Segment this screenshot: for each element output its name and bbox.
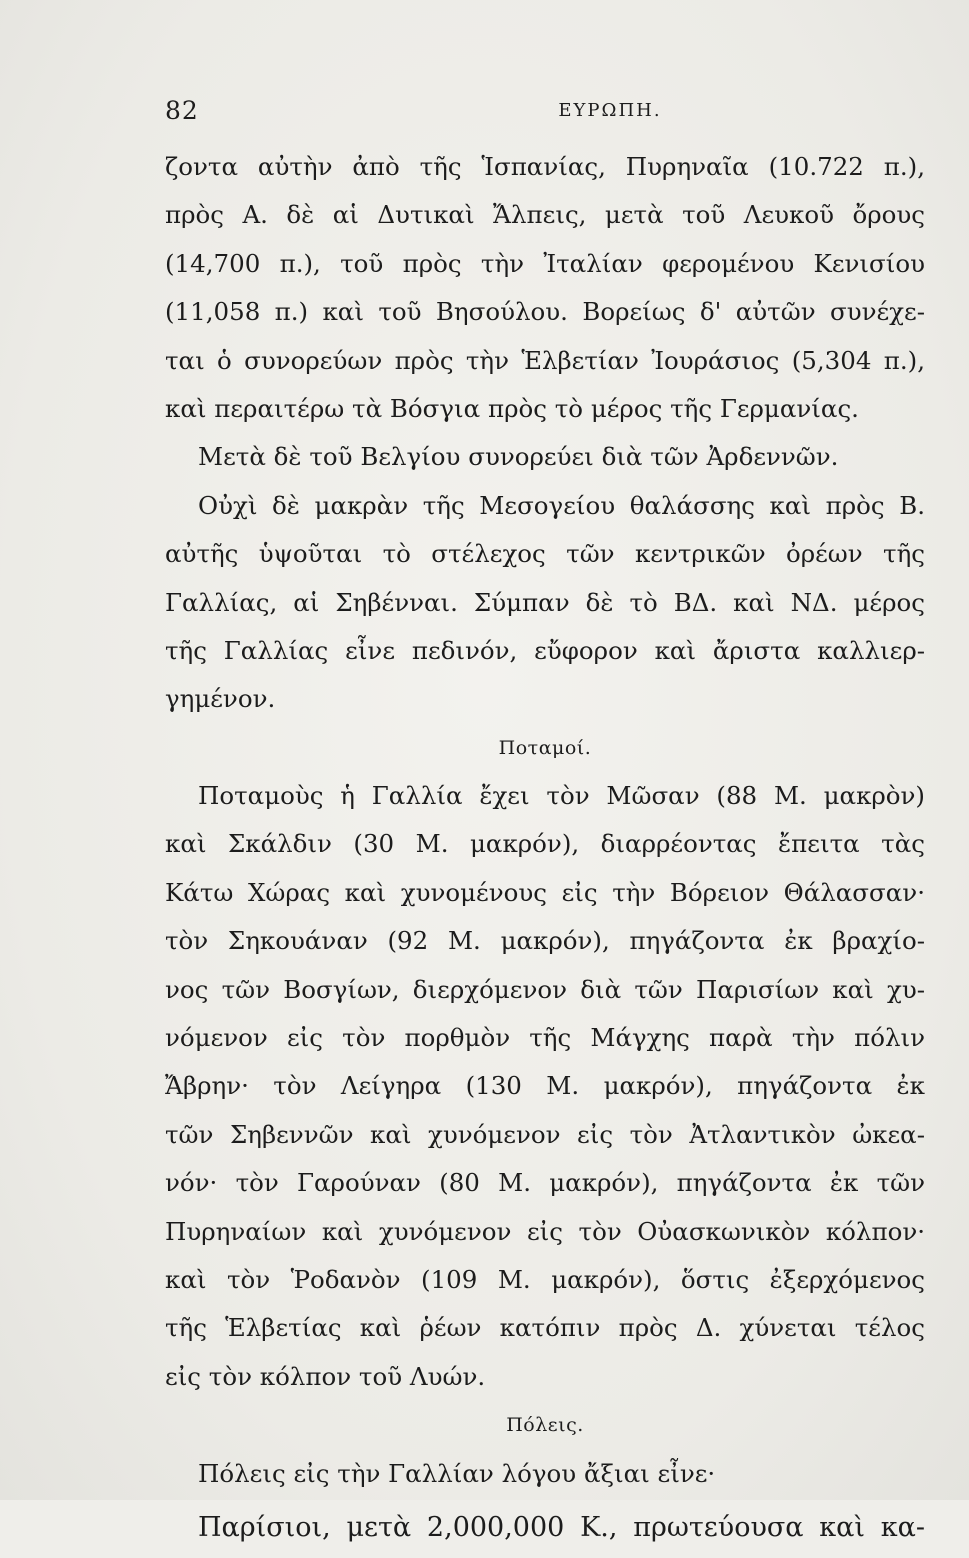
- text-line-paris: Παρίσιοι, μετὰ 2,000,000 Κ., πρωτεύουσα καὶ κα-: [198, 1511, 925, 1543]
- text-line: Μετὰ δὲ τοῦ Βελγίου συνορεύει διὰ τῶν Ἀρδεννῶν.: [198, 442, 839, 472]
- body-text: [165, 143, 925, 1558]
- text-line: ζοντα αὐτὴν ἀπὸ τῆς Ἱσπανίας, Πυρηναῖα (10.722 π.),: [165, 152, 925, 181]
- text-line: Πόλεις εἰς τὴν Γαλλίαν λόγου ἄξιαι εἶνε·: [198, 1458, 716, 1488]
- text-line: τῶν Σηβεννῶν καὶ χυνόμενον εἰς τὸν Ἀτλαντικὸν ὠκεα-: [165, 1119, 925, 1149]
- section-heading-rivers: Ποταμοί.: [498, 736, 592, 759]
- text-line: νος τῶν Βοσγίων, διερχόμενον διὰ τῶν Παρισίων καὶ χυ-: [165, 974, 925, 1004]
- paragraph-borders: [165, 143, 925, 433]
- text-line: (14,700 π.), τοῦ πρὸς τὴν Ἰταλίαν φερομένου Κενισίου: [165, 248, 925, 278]
- text-line: Γαλλίας, αἱ Σηβένναι. Σύμπαν δὲ τὸ ΒΔ. καὶ ΝΔ. μέρος: [165, 587, 925, 617]
- page-header: [165, 96, 925, 132]
- paragraph-mountains: [165, 482, 925, 724]
- section-heading-cities: Πόλεις.: [506, 1414, 584, 1437]
- text-line: καὶ τὸν Ῥοδανὸν (109 Μ. μακρόν), ὅστις ἐξερχόμενος: [165, 1264, 925, 1294]
- page-number: 82: [165, 96, 199, 125]
- text-line: καὶ Σκάλδιν (30 Μ. μακρόν), διαρρέοντας ἔπειτα τὰς: [165, 829, 925, 859]
- text-line: τῆς Γαλλίας εἶνε πεδινόν, εὔφορον καὶ ἄριστα καλλιερ-: [165, 635, 925, 665]
- text-line: αὐτῆς ὑψοῦται τὸ στέλεχος τῶν κεντρικῶν ὀρέων τῆς: [165, 539, 925, 569]
- text-line: Πυρηναίων καὶ χυνόμενον εἰς τὸν Οὐασκωνικὸν κόλπον·: [165, 1216, 925, 1246]
- text-line: καὶ περαιτέρω τὰ Βόσγια πρὸς τὸ μέρος τῆς Γερμανίας.: [165, 393, 859, 423]
- text-line: τῆς Ἑλβετίας καὶ ῥέων κατόπιν πρὸς Δ. χύνεται τέλος: [165, 1313, 925, 1343]
- text-line: Οὐχὶ δὲ μακρὰν τῆς Μεσογείου θαλάσσης καὶ πρὸς Β.: [198, 490, 925, 520]
- text-line: τὸν Σηκουάναν (92 Μ. μακρόν), πηγάζοντα ἐκ βραχίο-: [165, 926, 925, 956]
- paragraph-rivers: [165, 772, 925, 1401]
- text-line: Κάτω Χώρας καὶ χυνομένους εἰς τὴν Βόρειον Θάλασσαν·: [165, 877, 925, 907]
- text-line: Ποταμοὺς ἡ Γαλλία ἔχει τὸν Μῶσαν (88 Μ. μακρὸν): [198, 781, 925, 811]
- paragraph-belgium: [165, 433, 925, 481]
- text-line: νόμενον εἰς τὸν πορθμὸν τῆς Μάγχης παρὰ τὴν πόλιν: [165, 1023, 925, 1053]
- text-line: πρὸς Α. δὲ αἱ Δυτικαὶ Ἄλπεις, μετὰ τοῦ Λευκοῦ ὄρους: [165, 200, 925, 230]
- text-line: νόν· τὸν Γαρούναν (80 Μ. μακρόν), πηγάζοντα ἐκ τῶν: [165, 1168, 925, 1198]
- running-title: ΕΥΡΩΠΗ.: [558, 100, 662, 121]
- text-line: (11,058 π.) καὶ τοῦ Βησούλου. Βορείως δ' αὐτῶν συνέχε-: [165, 297, 925, 327]
- text-line: Ἄβρην· τὸν Λείγηρα (130 Μ. μακρόν), πηγάζοντα ἐκ: [165, 1071, 925, 1101]
- text-line: εἰς τὸν κόλπον τοῦ Λυών.: [165, 1361, 486, 1391]
- text-line: γημένον.: [165, 684, 276, 714]
- paragraph-cities: [165, 1450, 925, 1558]
- text-line: ται ὁ συνορεύων πρὸς τὴν Ἑλβετίαν Ἰουράσιος (5,304 π.),: [165, 345, 925, 375]
